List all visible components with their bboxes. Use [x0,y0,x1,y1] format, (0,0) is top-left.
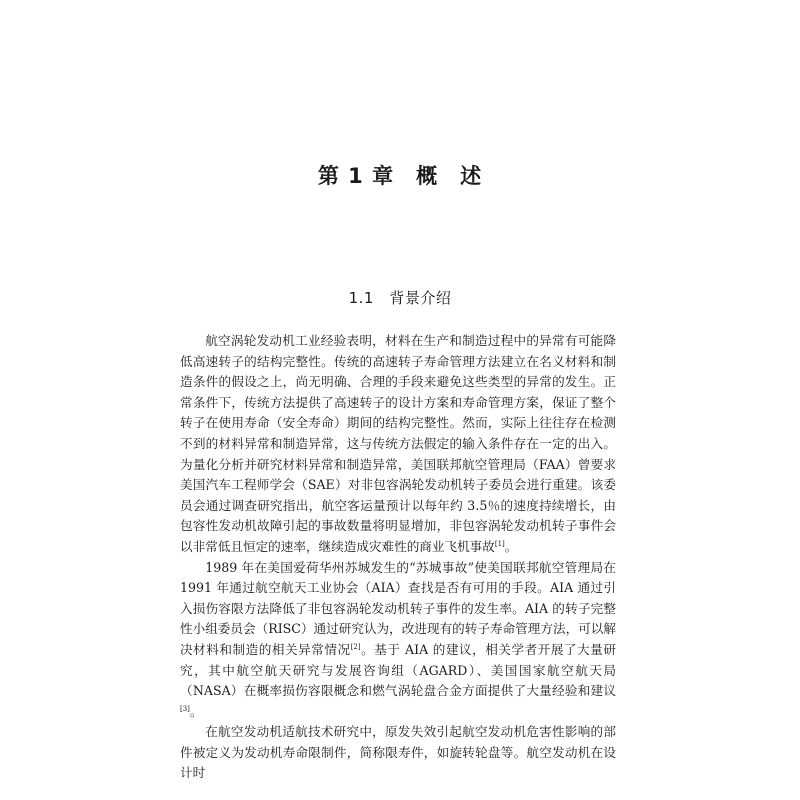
paragraph-text-continued: 。基于 AIA 的建议，相关学者开展了大量研究，其中航空航天研究与发展咨询组（AGARD）、美国国家航空航天局（NASA）在概率损伤容限概念和燃气涡轮盘合金方面提供了大量经验和建议 [180,641,617,699]
paragraph [180,722,616,784]
paragraph [180,331,616,558]
section-title: 1.1 背景介绍 [348,289,452,307]
body-text [180,331,616,784]
citation-ref: [3] [180,704,190,713]
paragraph-tail: 。 [504,538,518,554]
paragraph-text: 在航空发动机适航技术研究中，原发失效引起航空发动机危害性影响的部件被定义为发动机寿命限制件，简称限寿件，如旋转轮盘等。航空发动机在设计时 [180,724,616,781]
paragraph-text: 航空涡轮发动机工业经验表明，材料在生产和制造过程中的异常有可能降低高速转子的结构完整性。传统的高速转子寿命管理方法建立在名义材料和制造条件的假设之上，尚无明确、合理的手段来避免这些类型的异常的发生。正常条件下，传统方法提供了高速转子的设计方案和寿命管理方案，保证了整个转子在使用寿命（安全寿命）期间的结构完整性。然而，实际上往往存在检测不到的材料异常和制造异常，这与传统方法假定的输入条件存在一定的出入。为量化分析并研究材料异常和制造异常，美国联邦航空管理局（FAA）曾要求美国汽车工程师学会（SAE）对非包容涡轮发动机转子委员会进行重建。该委员会通过调查研究指出，航空客运量预计以每年约 3.5％的速度持续增长，由包容性发动机故障引起的事故数量将明显增加，非包容涡轮发动机转子事件会以非常低且恒定的速率，继续造成灾难性的商业飞机事故 [180,333,616,554]
paragraph [180,558,616,723]
chapter-title: 第 1 章 概 述 [317,164,483,188]
paragraph-text: 1989 年在美国爱荷华州苏城发生的“苏城事故”使美国联邦航空管理局在 1991 年通过航空航天工业协会（AIA）查找是否有可用的手段。AIA 通过引入损伤容限方法降低了非包容涡轮发动机转子事件的发生率。AIA 的转子完整性小组委员会（RISC）通过研究认为，改进现有的转子寿命管理方法，可以解决材料和制造的相关异常情况 [180,559,616,657]
citation-ref: [2] [350,642,361,651]
citation-ref: [1] [494,539,505,548]
paragraph-tail: 。 [189,703,203,719]
